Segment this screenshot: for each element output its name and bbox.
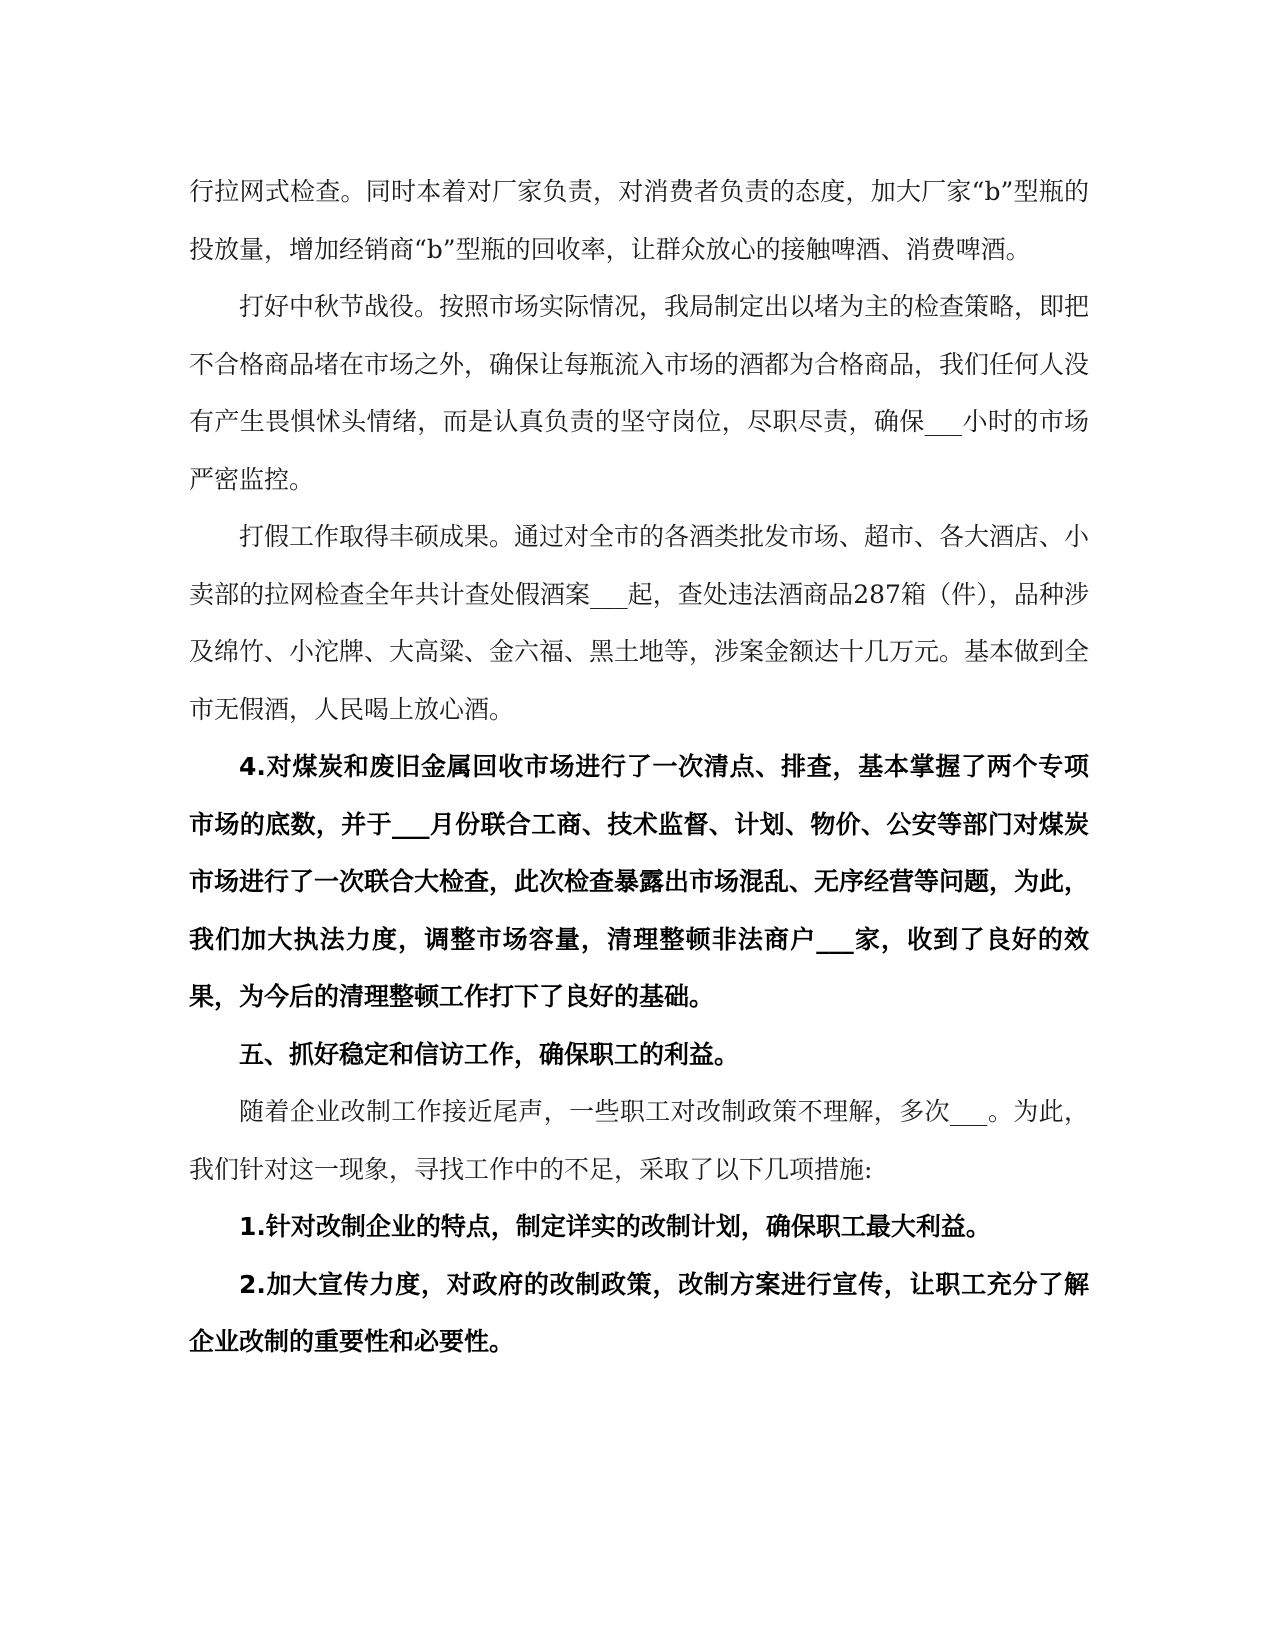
- paragraph-coal-metal-market-check: 4.对煤炭和废旧金属回收市场进行了一次清点、排查，基本掌握了两个专项市场的底数，并于___月份联合工商、技术监督、计划、物价、公安等部门对煤炭市场进行了一次联合大检查，此次检查暴露出市场混乱、无序经营等问题，为此，我们加大执法力度，调整市场容量，清理整顿非法商户___家，收到了良好的效果，为今后的清理整顿工作打下了良好的基础。: [189, 752, 1090, 1011]
- paragraph-measure-2: 2.加大宣传力度，对政府的改制政策，改制方案进行宣传，让职工充分了解企业改制的重要性和必要性。: [189, 1269, 1089, 1356]
- paragraph-measure-1: 1.针对改制企业的特点，制定详实的改制计划，确保职工最大利益。: [239, 1212, 991, 1241]
- paragraph-anti-counterfeit-results: 打假工作取得丰硕成果。通过对全市的各酒类批发市场、超市、各大酒店、小卖部的拉网检查全年共计查处假酒案___起，查处违法酒商品287箱（件），品种涉及绵竹、小沱牌、大高粱、金六福、黑土地等，涉案金额达十几万元。基本做到全市无假酒，人民喝上放心酒。: [189, 522, 1090, 724]
- paragraph-beer-bottle-inspection: 行拉网式检查。同时本着对厂家负责，对消费者负责的态度，加大厂家“b”型瓶的投放量，增加经销商“b”型瓶的回收率，让群众放心的接触啤酒、消费啤酒。: [189, 177, 1089, 264]
- document-body: [189, 163, 1089, 1371]
- paragraph-restructuring-measures-intro: 随着企业改制工作接近尾声，一些职工对改制政策不理解，多次___。为此，我们针对这一现象，寻找工作中的不足，采取了以下几项措施:: [189, 1097, 1089, 1184]
- section-heading-stability-petitions: 五、抓好稳定和信访工作，确保职工的利益。: [239, 1039, 740, 1069]
- paragraph-mid-autumn-campaign: 打好中秋节战役。按照市场实际情况，我局制定出以堵为主的检查策略，即把不合格商品堵在市场之外，确保让每瓶流入市场的酒都为合格商品，我们任何人没有产生畏惧怵头情绪，而是认真负责的坚守岗位，尽职尽责，确保___小时的市场严密监控。: [189, 292, 1090, 494]
